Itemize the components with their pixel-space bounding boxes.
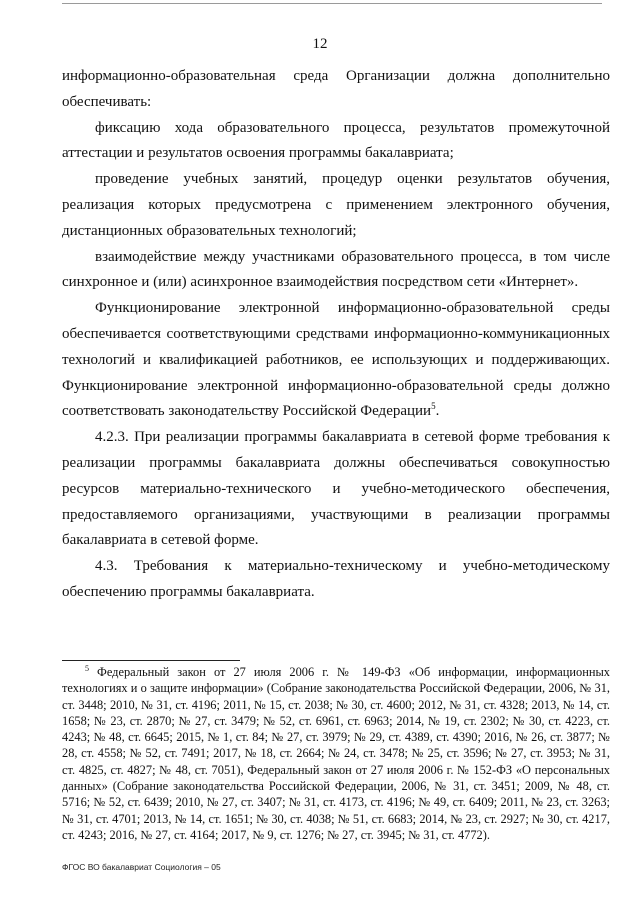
paragraph-list-item: фиксацию хода образовательного процесса, результатов промежуточной аттестации и результатов освоения программы бакалавриата; [62, 119, 610, 162]
paragraph-list-item: взаимодействие между участниками образовательного процесса, в том числе синхронное и (или) асинхронное взаимодействия посредством сети «Интернет». [62, 248, 610, 291]
footnote-reference[interactable]: 5 [431, 401, 436, 412]
paragraph-4-2-3: 4.2.3. При реализации программы бакалавриата в сетевой форме требования к реализации программы бакалавриата должны обеспечиваться совокупностью ресурсов материально-технического и учебно-методического обеспечения, предоставляемого организациями, участвующими в реализации программы бакалавриата в сетевой форме. [62, 429, 610, 549]
footnote-text: Федеральный закон от 27 июля 2006 г. № 149-ФЗ «Об информации, информационных технологиях и о защите информации» (Собрание законодательства Российской Федерации, 2006, № 31, ст. 3448; 2010, № 31, ст. 4196; 2011, № 15, ст. 2038; № 30, ст. 4600; 2012, № 31, ст. 4328; 2013, № 14, ст. 1658; № 23, ст. 2870; № 27, ст. 3479; № 52, ст. 6961, ст. 6963; 2014, № 19, ст. 2302; № 30, ст. 4223, ст. 4243; № 48, ст. 6645; 2015, № 1, ст. 84; № 27, ст. 3979; № 29, ст. 4389, ст. 4390; 2016, № 26, ст. 3877; № 28, ст. 4558; № 52, ст. 7491; 2017, № 18, ст. 2664; № 24, ст. 3478; № 25, ст. 3596; № 27, ст. 3953; № 31, ст. 4825, ст. 4827; № 48, ст. 7051), Федеральный закон от 27 июля 2006 г. № 152-ФЗ «О персональных данных» (Собрание законодательства Российской Федерации, 2006, № 31, ст. 3451; 2009, № 48, ст. 5716; № 52, ст. 6439; 2010, № 27, ст. 3407; № 31, ст. 4173, ст. 4196; № 49, ст. 6409; 2011, № 23, ст. 3263; № 31, ст. 4701; 2013, № 14, ст. 1651; № 30, ст. 4038; № 51, ст. 6683; 2014, № 23, ст. 2927; № 30, ст. 4217, ст. 4243; 2016, № 27, ст. 4164; 2017, № 9, ст. 1276; № 27, ст. 3945; № 31, ст. 4772). [62, 665, 610, 842]
paragraph-4-3: 4.3. Требования к материально-техническому и учебно-методическому обеспечению программы бакалавриата. [62, 558, 610, 600]
paragraph-list-item: проведение учебных занятий, процедур оценки результатов обучения, реализация которых предусмотрена с применением электронного обучения, дистанционных образовательных технологий; [62, 171, 610, 239]
footnote [62, 664, 610, 843]
paragraph-functioning-end: . [435, 403, 440, 420]
paragraph-intro: информационно-образовательная среда Организации должна дополнительно обеспечивать: [62, 68, 610, 110]
page-footer: ФГОС ВО бакалавриат Социология – 05 [62, 862, 221, 872]
footnote-separator [62, 660, 240, 661]
page-number: 12 [312, 36, 328, 52]
paragraph-functioning-text: Функционирование электронной информационно-образовательной среды обеспечивается соответствующими средствами информационно-коммуникационных технологий и квалификацией работников, ее использующих и поддерживающих. Функционирование электронной информационно-образовательной среды должно соответствовать законодательству Российской Федерации [62, 300, 610, 420]
footnote-text-block [62, 664, 610, 843]
footnote-marker: 5 [85, 663, 89, 673]
top-rule [62, 3, 602, 4]
main-text [62, 64, 610, 606]
paragraph-functioning [62, 296, 610, 425]
